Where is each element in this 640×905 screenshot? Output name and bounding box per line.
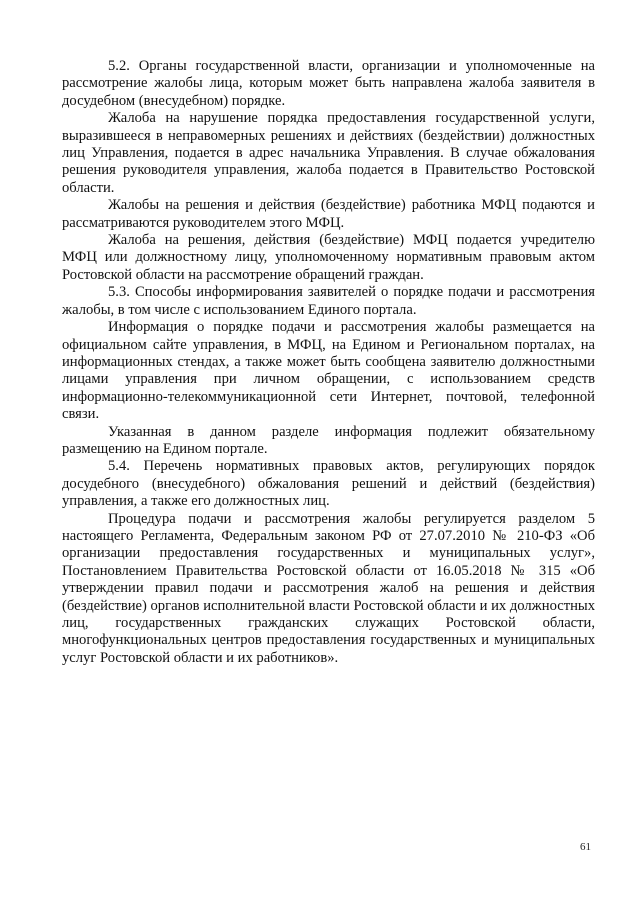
paragraph-5-3-heading: 5.3. Способы информирования заявителей о порядке подачи и рассмотрения жалобы, в том числе с использованием Единого портала. [62, 284, 595, 318]
paragraph-5-2-heading: 5.2. Органы государственной власти, организации и уполномоченные на рассмотрение жалобы лица, которым может быть направлена жалоба заявителя в досудебном (внесудебном) порядке. [62, 58, 595, 109]
document-body [62, 58, 595, 667]
paragraph-mfc-worker-complaints: Жалобы на решения и действия (бездействие) работника МФЦ подаются и рассматриваются руководителем этого МФЦ. [62, 197, 595, 231]
paragraph-unified-portal: Указанная в данном разделе информация подлежит обязательному размещению на Едином портале. [62, 423, 595, 457]
page-number: 61 [580, 841, 591, 853]
paragraph-procedure-regulation: Процедура подачи и рассмотрения жалобы регулируется разделом 5 настоящего Регламента, Федеральным законом РФ от 27.07.2010 № 210-ФЗ «Об организации предоставления государственных и муниципальных услуг», Постановлением Правительства Ростовской области от 16.05.2018 № 315 «Об утверждении правил подачи и рассмотрения жалоб на решения и действия (бездействие) органов исполнительной власти Ростовской области и их должностных лиц, государственных гражданских служащих Ростовской области, многофункциональных центров предоставления государственных и муниципальных услуг Ростовской области и их работников». [62, 510, 595, 666]
paragraph-complaint-to-head: Жалоба на нарушение порядка предоставления государственной услуги, выразившееся в неправомерных решениях и действиях (бездействии) должностных лиц Управления, подается в адрес начальника Управления. В случае обжалования решения руководителя управления, жалоба подается в Правительство Ростовской области. [62, 110, 595, 196]
paragraph-5-4-heading: 5.4. Перечень нормативных правовых актов, регулирующих порядок досудебного (внесудебного) обжалования решений и действий (бездействия) управления, а также его должностных лиц. [62, 458, 595, 510]
paragraph-mfc-complaints: Жалоба на решения, действия (бездействие) МФЦ подается учредителю МФЦ или должностному лицу, уполномоченному нормативным правовым актом Ростовской области на рассмотрение обращений граждан. [62, 232, 595, 283]
paragraph-information-placement: Информация о порядке подачи и рассмотрения жалобы размещается на официальном сайте управления, в МФЦ, на Едином и Региональном порталах, на информационных стендах, а также может быть сообщена заявителю должностными лицами управления при личном обращении, с использованием средств информационно-телекоммуникационной сети Интернет, почтовой, телефонной связи. [62, 319, 595, 423]
